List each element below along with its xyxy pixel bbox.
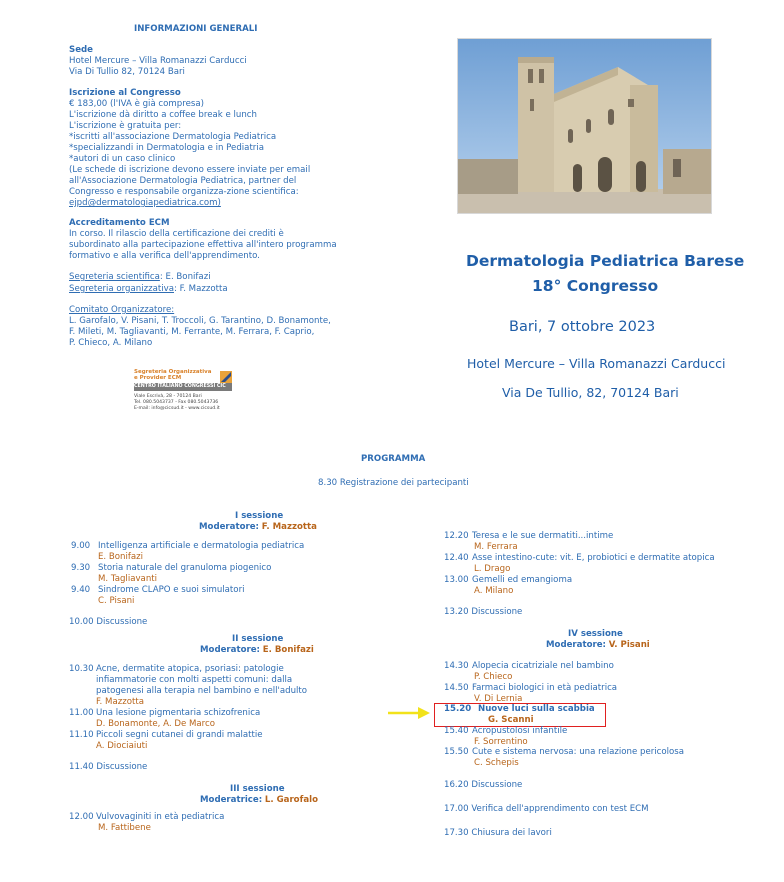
cic-mark-icon <box>220 371 232 383</box>
talk-time: 11.10 <box>69 730 94 740</box>
session3-title: III sessione <box>230 784 285 794</box>
logo-line1: Segreteria Organizzativa <box>134 369 212 375</box>
segr-org-value: : F. Mazzotta <box>174 284 228 294</box>
verifica: 17.00 Verifica dell'apprendimento con test ECM <box>444 804 649 814</box>
talk-title: Cute e sistema nervosa: una relazione pericolosa <box>472 747 685 757</box>
congress-address: Via De Tullio, 82, 70124 Bari <box>502 385 679 400</box>
talk-title: Asse intestino-cute: vit. E, probiotici e dermatite atopica <box>472 553 715 563</box>
iscrizione-title: Iscrizione al Congresso <box>69 88 181 98</box>
talk-title: Gemelli ed emangioma <box>472 575 573 585</box>
moderator-label: Moderatore: <box>199 522 259 532</box>
session1-moderator <box>199 522 317 533</box>
registration: 8.30 Registrazione dei partecipanti <box>318 478 469 488</box>
talk-speaker: L. Drago <box>474 564 511 574</box>
moderator-name: L. Garofalo <box>264 795 318 805</box>
moderator-label: Moderatore: <box>200 645 260 655</box>
segreteria-scientifica <box>69 272 211 283</box>
comitato-line: L. Garofalo, V. Pisani, T. Troccoli, G. Tarantino, D. Bonamonte, <box>69 316 331 326</box>
talk-speaker: M. Fattibene <box>98 823 151 833</box>
iscrizione-line: *iscritti all'associazione Dermatologia Pediatrica <box>69 132 277 142</box>
moderator-label: Moderatrice: <box>200 795 263 805</box>
talk-title: Acropustolosi infantile <box>472 726 568 736</box>
session3-moderator <box>200 795 318 806</box>
ecm-title: Accreditamento ECM <box>69 218 170 228</box>
moderator-name: V. Pisani <box>608 640 650 650</box>
ecm-line: formativo e alla verifica dell'apprendimento. <box>69 251 260 261</box>
sede-title: Sede <box>69 45 93 55</box>
talk-speaker: V. Di Lernia <box>474 694 523 704</box>
moderator-name: E. Bonifazi <box>262 645 314 655</box>
congress-venue: Hotel Mercure – Villa Romanazzi Carducci <box>467 356 726 371</box>
logo-addr2: Tel. 080.5043737 - Fax 080.5043736 <box>134 400 219 405</box>
moderator-label: Moderatore: <box>546 640 606 650</box>
highlighted-talk-title: Nuove luci sulla scabbia <box>478 704 595 714</box>
basilica-image <box>458 39 711 213</box>
email-link[interactable]: ejpd@dermatologiapediatrica.com) <box>69 198 221 208</box>
moderator-name: F. Mazzotta <box>261 522 317 532</box>
talk-time: 9.00 <box>71 541 91 551</box>
session2-title: II sessione <box>232 634 284 644</box>
comitato-line: F. Mileti, M. Tagliavanti, M. Ferrante, M. Ferrara, F. Caprio, <box>69 327 315 337</box>
talk-time: 15.20 <box>444 704 472 714</box>
session4-title: IV sessione <box>568 629 623 639</box>
talk-title: Storia naturale del granuloma piogenico <box>98 563 272 573</box>
segr-sci-label: Segreteria scientifica <box>69 272 160 282</box>
comitato-line: P. Chieco, A. Milano <box>69 338 153 348</box>
discussion: 11.40 Discussione <box>69 762 148 772</box>
iscrizione-line: *specializzandi in Dermatologia e in Pediatria <box>69 143 264 153</box>
talk-title: Intelligenza artificiale e dermatologia pediatrica <box>98 541 305 551</box>
talk-title: Acne, dermatite atopica, psoriasi: patologie <box>96 664 284 674</box>
talk-time: 10.30 <box>69 664 94 674</box>
segreteria-organizzativa <box>69 284 228 295</box>
talk-time: 13.00 <box>444 575 469 585</box>
talk-time: 14.50 <box>444 683 469 693</box>
talk-speaker: C. Pisani <box>98 596 135 606</box>
discussion: 16.20 Discussione <box>444 780 523 790</box>
congress-edition: 18° Congresso <box>532 277 659 295</box>
talk-speaker: C. Schepis <box>474 758 519 768</box>
session1-title: I sessione <box>235 511 284 521</box>
pointer-arrow-icon <box>388 706 430 720</box>
basilica-photo <box>457 38 712 214</box>
logo-addr1: Viale Escrivà, 28 - 70124 Bari <box>134 394 202 399</box>
talk-title: patogenesi alla terapia nel bambino e nell'adulto <box>96 686 308 696</box>
info-header: INFORMAZIONI GENERALI <box>134 24 258 34</box>
discussion: 10.00 Discussione <box>69 617 148 627</box>
iscrizione-line: *autori di un caso clinico <box>69 154 176 164</box>
talk-speaker: A. Diociaiuti <box>96 741 148 751</box>
segr-org-label: Segreteria organizzativa <box>69 284 174 294</box>
talk-speaker: M. Ferrara <box>474 542 518 552</box>
talk-title: Piccoli segni cutanei di grandi malattie <box>96 730 263 740</box>
session4-moderator <box>546 640 650 651</box>
discussion: 13.20 Discussione <box>444 607 523 617</box>
talk-speaker: A. Milano <box>474 586 514 596</box>
talk-time: 9.30 <box>71 563 91 573</box>
talk-time: 15.50 <box>444 747 469 757</box>
talk-title: Alopecia cicatriziale nel bambino <box>472 661 614 671</box>
programma-title: PROGRAMMA <box>361 454 426 464</box>
session2-moderator <box>200 645 314 656</box>
congress-title: Dermatologia Pediatrica Barese <box>466 252 745 270</box>
talk-speaker: F. Sorrentino <box>474 737 528 747</box>
iscrizione-line: all'Associazione Dermatologia Pediatrica, partner del <box>69 176 297 186</box>
talk-title: Farmaci biologici in età pediatrica <box>472 683 618 693</box>
sede-line: Hotel Mercure – Villa Romanazzi Carducci <box>69 56 247 66</box>
talk-time: 11.00 <box>69 708 94 718</box>
iscrizione-line: L'iscrizione dà diritto a coffee break e lunch <box>69 110 257 120</box>
talk-time: 15.40 <box>444 726 469 736</box>
logo-addr3: E-mail: info@cicsud.it - www.cicsud.it <box>134 406 220 411</box>
iscrizione-line: (Le schede di iscrizione devono essere inviate per email <box>69 165 311 175</box>
talk-title: infiammatorie con molti aspetti comuni: dalla <box>96 675 293 685</box>
talk-title: Una lesione pigmentaria schizofrenica <box>96 708 261 718</box>
talk-speaker: E. Bonifazi <box>98 552 144 562</box>
iscrizione-line: L'iscrizione è gratuita per: <box>69 121 182 131</box>
talk-speaker: P. Chieco <box>474 672 513 682</box>
talk-time: 9.40 <box>71 585 91 595</box>
talk-speaker: F. Mazzotta <box>96 697 144 707</box>
talk-title: Sindrome CLAPO e suoi simulatori <box>98 585 245 595</box>
logo-bar: CENTRO ITALIANO CONGRESSI CIC <box>134 383 232 391</box>
talk-time: 12.40 <box>444 553 469 563</box>
talk-speaker: D. Bonamonte, A. De Marco <box>96 719 215 729</box>
logo-line2: e Provider ECM <box>134 375 182 381</box>
cic-logo <box>132 369 234 421</box>
iscrizione-line: Congresso e responsabile organizza-zione scientifica: <box>69 187 299 197</box>
talk-title: Vulvovaginiti in età pediatrica <box>96 812 225 822</box>
segr-sci-value: : E. Bonifazi <box>159 272 211 282</box>
ecm-line: subordinato alla partecipazione effettiva all'intero programma <box>69 240 337 250</box>
highlighted-talk-speaker: G. Scanni <box>488 715 534 725</box>
talk-time: 14.30 <box>444 661 469 671</box>
talk-title: Teresa e le sue dermatiti...intime <box>472 531 614 541</box>
ecm-line: In corso. Il rilascio della certificazione dei crediti è <box>69 229 284 239</box>
talk-speaker: M. Tagliavanti <box>98 574 158 584</box>
sede-line: Via Di Tullio 82, 70124 Bari <box>69 67 185 77</box>
chiusura: 17.30 Chiusura dei lavori <box>444 828 552 838</box>
talk-time: 12.00 <box>69 812 94 822</box>
talk-time: 12.20 <box>444 531 469 541</box>
iscrizione-line: € 183,00 (l'IVA è già compresa) <box>69 99 204 109</box>
comitato-title: Comitato Organizzatore: <box>69 305 175 315</box>
congress-date: Bari, 7 ottobre 2023 <box>509 319 656 335</box>
